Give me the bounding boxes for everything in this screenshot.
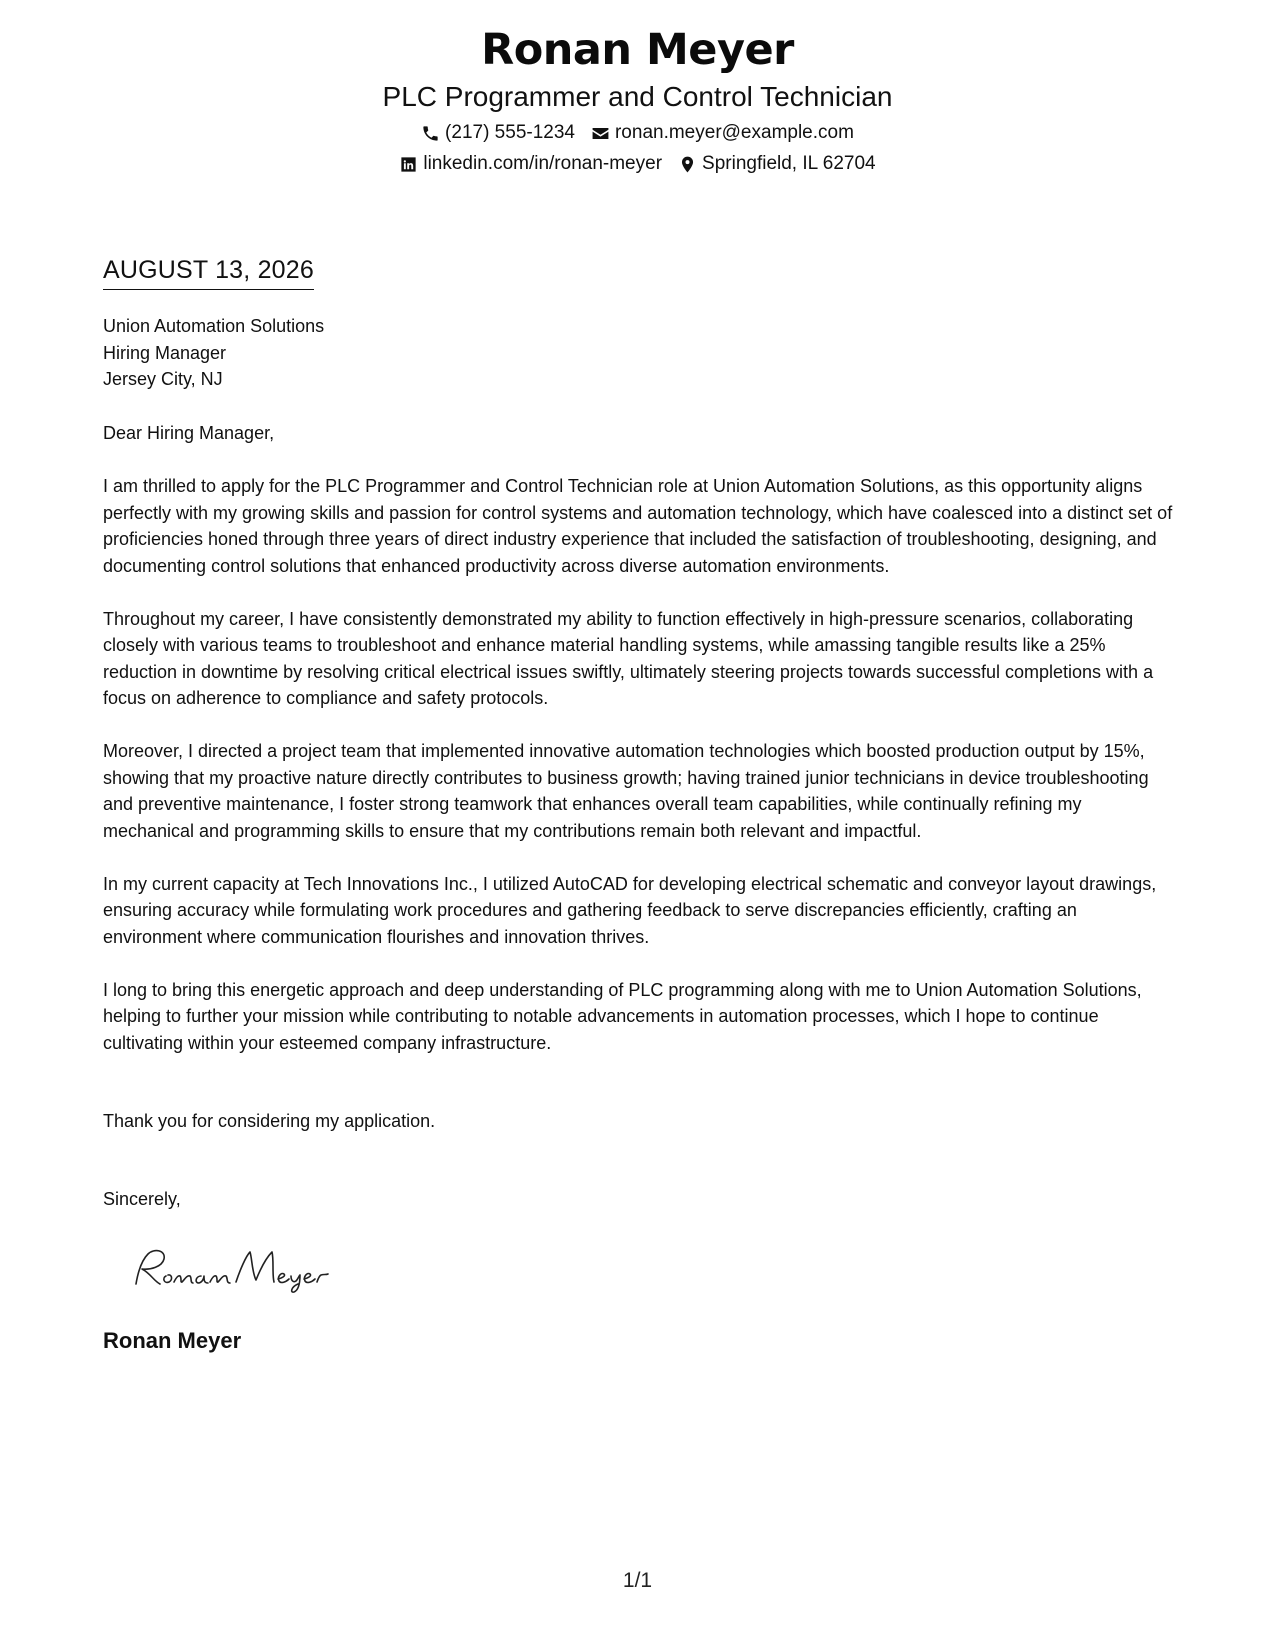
body-paragraph: I long to bring this energetic approach and deep understanding of PLC programming along with me to Union Automation Solutions, helping to further your mission while contributing to notable advancements in automation processes, which I hope to continue cultivating within your esteemed company infrastructure. [103,979,1142,1053]
applicant-name: Ronan Meyer [481,25,794,75]
phone-number: (217) 555-1234 [445,122,575,143]
linkedin-contact [399,152,662,176]
letter-date-block [103,253,314,290]
location-contact [678,152,876,176]
phone-icon [421,124,440,143]
page-number: 1/1 [622,1569,653,1592]
email-contact [591,121,854,145]
letter-header [0,22,1275,176]
linkedin-icon [399,155,418,174]
linkedin-url: linkedin.com/in/ronan-meyer [423,153,663,174]
body-paragraph: Throughout my career, I have consistently demonstrated my ability to function effectively in high-pressure scenarios, collaborating closely with various teams to troubleshoot and enhance material handling systems, while amassing tangible results like a 25% reduction in downtime by resolving critical electrical issues swiftly, ultimately steering projects towards successful completions with a focus on adherence to compliance and safety protocols. [103,608,1154,708]
handwritten-signature [128,1242,338,1299]
recipient-contact: Hiring Manager [103,342,227,363]
applicant-title: PLC Programmer and Control Technician [382,81,893,112]
letter-date: AUGUST 13, 2026 [103,253,314,290]
closing-line: Sincerely, [103,1189,181,1209]
envelope-icon [591,124,610,143]
recipient-location: Jersey City, NJ [103,369,223,389]
signer-name: Ronan Meyer [103,1328,242,1353]
body-paragraph: Moreover, I directed a project team that implemented innovative automation technologies which boosted production output by 15%, showing that my proactive nature directly contributes to business growth; having trained junior technicians in device troubleshooting and preventive maintenance, I foster strong teamwork that enhances overall team capabilities, while continually refining my mechanical and programming skills to ensure that my contributions remain both relevant and impactful. [103,741,1149,841]
signature-drawing [128,1242,338,1294]
body-paragraph: I am thrilled to apply for the PLC Programmer and Control Technician role at Union Automation Solutions, as this opportunity aligns perfectly with my growing skills and passion for control systems and automation technology, which have coalesced into a distinct set of proficiencies honed through three years of direct industry experience that included the satisfaction of troubleshooting, designing, and documenting control solutions that enhanced productivity across diverse automation environments. [103,476,1173,576]
location-text: Springfield, IL 62704 [702,153,876,174]
contact-row-2 [0,152,1275,176]
phone-contact [421,121,575,145]
email-address: ronan.meyer@example.com [614,122,854,143]
recipient-block [103,313,1175,393]
contact-row-1 [0,121,1275,145]
letter-body [103,473,1175,1056]
map-pin-icon [678,155,697,174]
thanks-line: Thank you for considering my application. [103,1111,436,1131]
body-paragraph: In my current capacity at Tech Innovations Inc., I utilized AutoCAD for developing electrical schematic and conveyor layout drawings, ensuring accuracy while formulating work procedures and gathering feedback to serve discrepancies efficiently, crafting an environment where communication flourishes and innovation thrives. [103,873,1157,947]
recipient-company: Union Automation Solutions [103,316,325,336]
salutation: Dear Hiring Manager, [103,423,275,443]
